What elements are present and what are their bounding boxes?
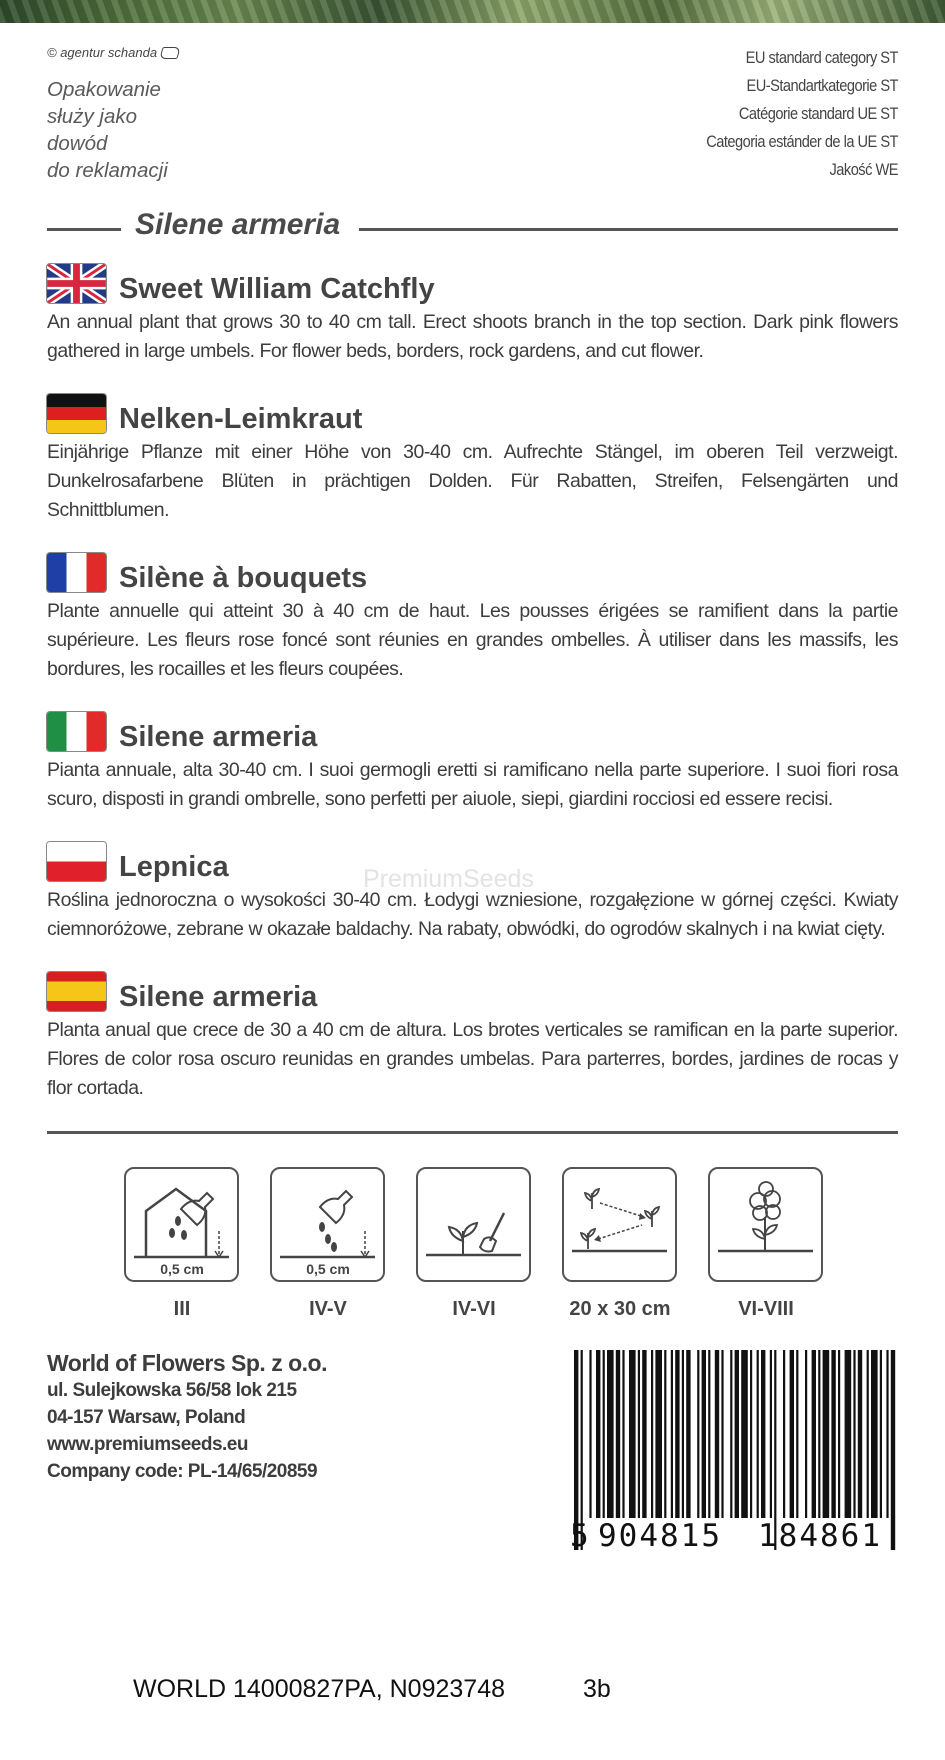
agency-logo-icon: [159, 47, 180, 59]
barcode-bar: [853, 1350, 855, 1518]
barcode-bar: [730, 1350, 732, 1518]
latin-title-row: [47, 206, 898, 246]
barcode-bar: [675, 1350, 679, 1518]
company-city: 04-157 Warsaw, Poland: [47, 1407, 246, 1428]
barcode-bar: [891, 1350, 895, 1550]
watermark: PremiumSeeds: [363, 865, 534, 893]
spacing-label: 20 x 30 cm: [569, 1298, 671, 1320]
barcode-bar: [831, 1350, 835, 1518]
section-french: [47, 553, 898, 684]
copyright-credit: [47, 45, 179, 60]
barcode-bar: [805, 1350, 807, 1518]
barcode-bar: [845, 1350, 852, 1518]
barcode-bar: [735, 1350, 739, 1518]
title-rule-right: [359, 228, 898, 231]
barcode-bar: [629, 1350, 636, 1518]
barcode-bar: [622, 1350, 624, 1518]
category-line: Catégorie standard UE ST: [738, 104, 898, 123]
cultivation-icons: [124, 1167, 826, 1327]
barcode-left-digits: 904815: [598, 1518, 722, 1554]
barcode-bar: [589, 1350, 591, 1518]
common-name-de: Nelken-Leimkraut: [119, 403, 363, 435]
barcode-bar: [761, 1350, 765, 1518]
barcode-bar: [812, 1350, 816, 1518]
it-flag-icon: [47, 712, 106, 751]
barcode-bar: [708, 1350, 710, 1518]
barcode-bar: [838, 1350, 840, 1518]
category-line: EU standard category ST: [745, 48, 898, 67]
packaging-note-line: do reklamacji: [47, 159, 168, 182]
section-english: [47, 264, 898, 366]
barcode-bar: [697, 1350, 699, 1518]
barcode-bar: [607, 1350, 614, 1518]
common-name-pl: Lepnica: [119, 851, 229, 883]
section-spanish: [47, 972, 898, 1103]
barcode-bar: [596, 1350, 600, 1518]
barcode-bar: [715, 1350, 719, 1518]
gb-flag-icon: [47, 264, 106, 303]
barcode-bar: [796, 1350, 798, 1518]
barcode-bar: [783, 1350, 785, 1518]
barcode-bar: [642, 1350, 646, 1518]
barcode-bar: [671, 1350, 673, 1518]
latin-title: Silene armeria: [135, 208, 341, 241]
sowing-depth-label: 0,5 cm: [160, 1261, 204, 1277]
section-german: [47, 394, 898, 525]
category-line: Jakość WE: [829, 160, 898, 179]
barcode-bar: [858, 1350, 862, 1518]
barcode-bar: [682, 1350, 684, 1518]
packaging-note-line: dowód: [47, 132, 108, 155]
print-version: 3b: [583, 1675, 611, 1703]
description-pl: Roślina jednoroczna o wysokości 30-40 cm. Łodygi wzniesione, rozgałęzione w górnej części. Kwiaty ciemnoróżowe, zebrane w okazałe baldachy. Na rabaty, obwódki, do ogrodów skalnych i na kwiat cięty.: [47, 889, 898, 940]
title-rule-left: [47, 228, 121, 231]
barcode-bar: [750, 1350, 752, 1518]
barcode-bar: [880, 1350, 882, 1518]
barcode-bar: [664, 1350, 666, 1518]
planting-out-icon: [416, 1167, 531, 1282]
fr-flag-icon: [47, 553, 106, 592]
pl-flag-icon: [47, 842, 106, 881]
description-it: Pianta annuale, alta 30-40 cm. I suoi germogli eretti si ramificano nella parte superiore. I suoi fiori rosa scuro, disposti in grandi ombrelle, sono perfetti per aiuole, siepi, giardini rocciosi ed essere recisi.: [47, 759, 898, 810]
common-name-es: Silene armeria: [119, 981, 318, 1013]
barcode-bar: [790, 1350, 794, 1518]
planting-month-label: IV-VI: [452, 1298, 496, 1320]
barcode-bar: [655, 1350, 662, 1518]
company-name: World of Flowers Sp. z o.o.: [47, 1350, 327, 1376]
common-name-en: Sweet William Catchfly: [119, 273, 435, 305]
barcode-bar: [867, 1350, 869, 1518]
barcode-bar: [818, 1350, 820, 1518]
barcode-bar: [741, 1350, 748, 1518]
packaging-note-line: służy jako: [47, 105, 138, 128]
company-address: [47, 1350, 327, 1485]
flowering-icon: [708, 1167, 823, 1282]
barcode-bar: [757, 1350, 759, 1518]
product-photo-strip: [0, 0, 945, 23]
print-codes: WORLD 14000827PA, N0923748: [133, 1675, 505, 1703]
spacing-icon: [562, 1167, 677, 1282]
sowing-depth-label: 0,5 cm: [306, 1261, 350, 1277]
copyright-text: © agentur schanda: [47, 45, 158, 60]
barcode-bar: [823, 1350, 830, 1518]
barcode-bar: [686, 1350, 690, 1518]
quality-categories: [706, 44, 898, 184]
category-line: Categoria estánder de la UE ST: [706, 132, 898, 151]
sowing-month-label: III: [173, 1298, 191, 1320]
section-italian: [47, 712, 898, 814]
section-polish: [47, 842, 898, 944]
barcode-bar: [616, 1350, 620, 1518]
company-website: www.premiumseeds.eu: [47, 1434, 248, 1455]
barcode-bar: [886, 1350, 888, 1518]
description-en: An annual plant that grows 30 to 40 cm tall. Erect shoots branch in the top section. Dark pink flowers gathered in large umbels. For flower beds, borders, rock gardens, and cut flower.: [47, 311, 898, 362]
description-de: Einjährige Pflanze mit einer Höhe von 30-40 cm. Aufrechte Stängel, im oberen Teil verzweigt. Dunkelrosafarbene Blüten in prächtigen Dolden. Für Rabatten, Streifen, Felsengärten und Schnittblumen.: [47, 441, 898, 521]
de-flag-icon: [47, 394, 106, 433]
description-es: Planta anual que crece de 30 a 40 cm de altura. Los brotes verticales se ramifican en la parte superior. Flores de color rosa oscuro reunidas en grandes umbelas. Para parterres, bordes, jardines de rocas y flor cortada.: [47, 1019, 898, 1099]
barcode-bar: [721, 1350, 723, 1518]
barcode-bar: [702, 1350, 706, 1518]
barcode-bar: [638, 1350, 640, 1518]
es-flag-icon: [47, 972, 106, 1011]
packaging-note: [47, 76, 168, 184]
common-name-fr: Silène à bouquets: [119, 562, 368, 594]
packaging-note-line: Opakowanie: [47, 78, 161, 101]
category-line: EU-Standartkategorie ST: [746, 76, 898, 95]
print-footer: [133, 1675, 611, 1704]
company-street: ul. Sulejkowska 56/58 lok 215: [47, 1380, 297, 1401]
barcode-first-digit: 5: [570, 1518, 589, 1554]
common-name-it: Silene armeria: [119, 721, 318, 753]
sowing-month-label: IV-V: [309, 1298, 347, 1320]
barcode-right-digits: 184861: [758, 1518, 882, 1554]
indoor-sowing-icon: [124, 1167, 239, 1282]
barcode-bar: [651, 1350, 653, 1518]
description-fr: Plante annuelle qui atteint 30 à 40 cm de haut. Les pousses érigées se ramifient dans la partie supérieure. Les fleurs rose foncé sont réunies en grandes ombelles. À utiliser dans les massifs, les bordures, les rocailles et les fleurs coupées.: [47, 600, 898, 680]
outdoor-sowing-icon: [270, 1167, 385, 1282]
barcode-bar: [871, 1350, 878, 1518]
barcode-bar: [603, 1350, 605, 1518]
section-divider: [47, 1131, 898, 1134]
company-code: Company code: PL-14/65/20859: [47, 1461, 318, 1482]
flowering-month-label: VI-VIII: [738, 1298, 794, 1320]
barcode-bar: [770, 1350, 772, 1518]
